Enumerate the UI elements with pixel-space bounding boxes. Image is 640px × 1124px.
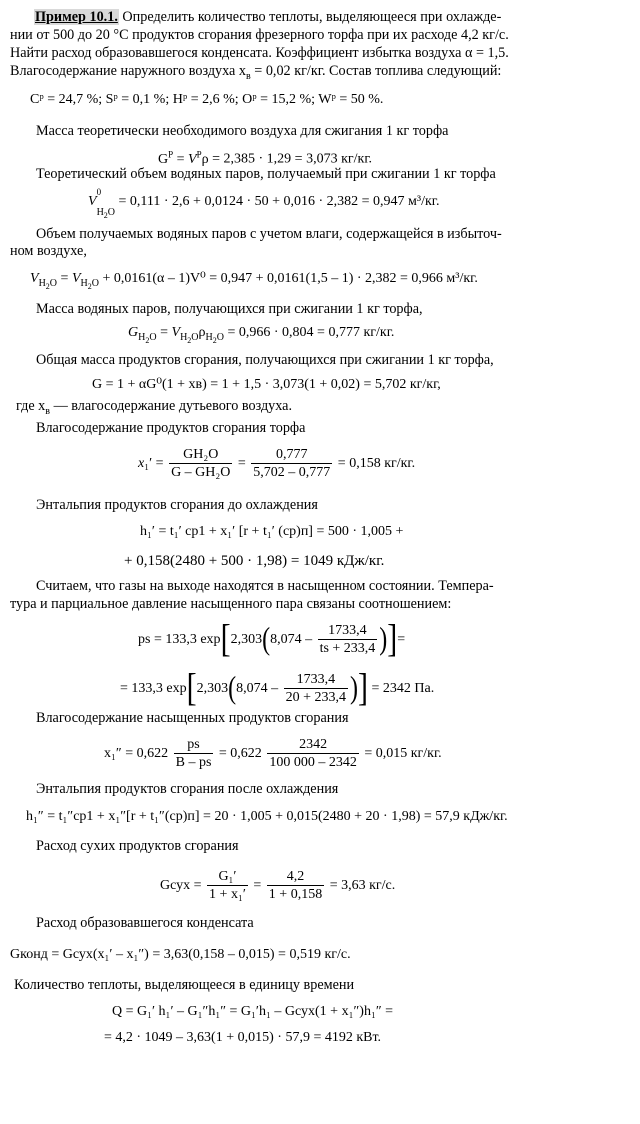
eq-dry-frac2: [267, 868, 324, 904]
text-condensate: Расход образовавшегося конденсата: [36, 915, 254, 931]
example-title: Пример 10.1.: [35, 9, 118, 25]
eq-dry-pre: Gсух =: [160, 878, 202, 894]
sat-frac1-num: ps: [174, 736, 214, 754]
eq-pressure-1-mid: 2,303: [230, 632, 263, 648]
eq-pressure-1: [138, 617, 406, 661]
eq-pressure-2-mid: 2,303: [196, 681, 229, 697]
text-heat-quantity: Количество теплоты, выделяющееся в единицу времени: [14, 977, 355, 993]
eq-enthalpy-before-2: + 0,158(2480 + 500 · 1,98) = 1049 кДж/кг.: [124, 553, 385, 569]
eq-pressure-2-pre: = 133,3 exp: [120, 681, 187, 697]
humidity-end: = 0,02 кг/кг. Состав топлива следующий:: [250, 63, 502, 79]
eq-dry-result: = 3,63 кг/с.: [329, 878, 396, 894]
eq-vapour-volume-rhs: = 0,111 · 2,6 + 0,0124 · 50 + 0,016 · 2,382 = 0,947 м³/кг.: [118, 194, 440, 209]
dry-frac1-num: G₁′: [207, 868, 248, 886]
eq-dry-eq: =: [253, 878, 262, 894]
eq-pressure-1-end: =: [397, 632, 406, 648]
text-saturated-2: тура и парциальное давление насыщенного пара связаны соотношением:: [10, 596, 452, 612]
text-enthalpy-before: Энтальпия продуктов сгорания до охлаждения: [36, 497, 318, 513]
text-vapour-moist-1: Объем получаемых водяных паров с учетом влаги, содержащейся в избыточ-: [36, 226, 502, 242]
eq-vapour-mass-rhs: = 0,966 · 0,804 = 0,777 кг/кг.: [227, 325, 395, 340]
eq-vapour-volume-lhs: V 0 $_{H_2O}$: [88, 187, 116, 220]
eq-air-mass-rhs: = 2,385 · 1,29 = 3,073 кг/кг.: [212, 151, 372, 167]
text-enthalpy-after: Энтальпия продуктов сгорания после охлаждения: [36, 781, 339, 797]
eq-saturated-moisture: [104, 736, 442, 772]
frac2-num: 0,777: [251, 446, 332, 464]
eq-total-mass: G = 1 + αG⁰(1 + xв) = 1 + 1,5 · 3,073(1 + 0,02) = 5,702 кг/кг,: [92, 377, 441, 392]
frac2-den: 5,702 – 0,777: [253, 465, 331, 480]
eq-pressure-2-in: 8,074 –: [236, 681, 279, 697]
eq-pressure-2: [120, 666, 435, 710]
text-vapour-mass: Масса водяных паров, получающихся при сжигании 1 кг торфа,: [36, 301, 423, 317]
example-line-1: [34, 9, 501, 26]
where-end: — влагосодержание дутьевого воздуха.: [50, 398, 293, 414]
where-label: где x: [16, 398, 46, 414]
fuel-composition: Cᵖ = 24,7 %; Sᵖ = 0,1 %; Hᵖ = 2,6 %; Oᵖ = 15,2 %; Wᵖ = 50 %.: [30, 92, 384, 107]
text-vapour-volume: Теоретический объем водяных паров, получаемый при сжигании 1 кг торфа: [36, 166, 496, 182]
eq-condensate: Gконд = Gсух(x₁′ – x₁″) = 3,63(0,158 – 0,015) = 0,519 кг/с.: [10, 947, 351, 962]
eq-vapour-moist: [30, 270, 478, 295]
text-dry-products: Расход сухих продуктов сгорания: [36, 838, 239, 854]
eq-moisture-lhs: x₁′ =: [138, 456, 164, 472]
eq-sat-frac1: [174, 736, 214, 772]
pressure-2-num: 1733,4: [284, 671, 348, 689]
bracket-close-2-icon: ]: [358, 666, 369, 710]
eq-dry-frac1: [207, 868, 248, 904]
text-vapour-moist-2: ном воздухе,: [10, 243, 87, 259]
eq-vapour-mass: [128, 324, 394, 349]
eq-sat-pre: x₁″ = 0,622: [104, 746, 169, 762]
eq-enthalpy-after: h₁″ = t₁″cp1 + x₁″[r + t₁″(cp)п] = 20 · 1,005 + 0,015(2480 + 20 · 1,98) = 57,9 кДж/кг.: [26, 809, 508, 824]
eq-air-mass: [158, 146, 372, 168]
example-line-3: Найти расход образовавшегося конденсата. Коэффициент избытка воздуха α = 1,5.: [10, 45, 509, 61]
sat-frac2-num: 2342: [267, 736, 359, 754]
where-sub: в: [45, 405, 51, 417]
bracket-close-icon: ]: [387, 617, 398, 661]
eq-moisture-eq: =: [237, 456, 246, 472]
eq-heat-2: = 4,2 · 1049 – 3,63(1 + 0,015) · 57,9 = 4192 кВт.: [104, 1030, 382, 1045]
eq-moisture-content: [138, 446, 415, 482]
example-line-2: нии от 500 до 20 °С продуктов сгорания фрезерного торфа при их расходе 4,2 кг/с.: [10, 27, 509, 43]
text-total-mass: Общая масса продуктов сгорания, получающихся при сжигании 1 кг торфа,: [36, 352, 494, 368]
bracket-open-2-icon: [: [186, 666, 197, 710]
eq-pressure-2-end: = 2342 Па.: [371, 681, 435, 697]
text-saturated-1: Считаем, что газы на выходе находятся в насыщенном состоянии. Темпера-: [36, 578, 494, 594]
paren-open-2-icon: (: [228, 672, 237, 706]
pressure-1-num: 1733,4: [318, 622, 378, 640]
eq-vapour-moist-lhs: $V_{H_2O} = V_{H_2O}$: [30, 271, 99, 291]
humidity-sub: в: [245, 70, 251, 82]
eq-vapour-moist-rhs: + 0,0161(α – 1)V⁰ = 0,947 + 0,0161(1,5 – 1) · 2,382 = 0,966 м³/кг.: [102, 271, 478, 286]
sat-frac1-den: B – ps: [175, 755, 212, 770]
pressure-1-den: ts + 233,4: [319, 641, 376, 656]
text-saturated-moisture: Влагосодержание насыщенных продуктов сгорания: [36, 710, 349, 726]
eq-moisture-frac2: [251, 446, 332, 482]
eq-pressure-1-frac: [318, 622, 378, 658]
eq-air-mass-lhs: $G^P = V^P\rho$: [158, 149, 213, 167]
eq-sat-frac2: [267, 736, 359, 772]
text-air-mass: Масса теоретически необходимого воздуха для сжигания 1 кг торфа: [36, 123, 449, 139]
frac1-num: GH₂O: [169, 446, 232, 464]
paren-close-icon: ): [379, 623, 388, 657]
eq-enthalpy-before-1: h₁′ = t₁′ cp1 + x₁′ [r + t₁′ (cp)п] = 500 · 1,005 +: [140, 524, 404, 539]
eq-heat-1: Q = G₁′ h₁′ – G₁″h₁″ = G₁′h₁ – Gсух(1 + x₁″)h₁″ =: [112, 1004, 394, 1019]
paren-close-2-icon: ): [350, 672, 359, 706]
eq-sat-result: = 0,015 кг/кг.: [364, 746, 442, 762]
eq-moisture-frac1: [169, 446, 232, 482]
eq-pressure-1-pre: ps = 133,3 exp: [138, 632, 221, 648]
sat-frac2-den: 100 000 – 2342: [269, 755, 357, 770]
example-line-4: [10, 63, 501, 85]
pressure-2-den: 20 + 233,4: [285, 690, 347, 705]
eq-pressure-1-in: 8,074 –: [270, 632, 313, 648]
eq-sat-mid: = 0,622: [218, 746, 262, 762]
dry-frac1-den: 1 + x₁′: [209, 887, 246, 902]
eq-vapour-mass-lhs: $G_{H_2O} = V_{H_2O}\rho_{H_2O}$: [128, 325, 224, 345]
paren-open-icon: (: [262, 623, 271, 657]
dry-frac2-num: 4,2: [267, 868, 324, 886]
dry-frac2-den: 1 + 0,158: [268, 887, 323, 902]
text-where-xv: [16, 398, 292, 420]
eq-dry-products: [160, 868, 395, 904]
eq-moisture-result: = 0,158 кг/кг.: [337, 456, 416, 472]
frac1-den: G – GH₂O: [171, 465, 231, 480]
text-moisture-content: Влагосодержание продуктов сгорания торфа: [36, 420, 306, 436]
eq-pressure-2-frac: [284, 671, 348, 707]
eq-vapour-volume: [88, 187, 440, 220]
example-text-1: Определить количество теплоты, выделяющееся при охлажде-: [122, 9, 502, 25]
humidity-label: Влагосодержание наружного воздуха x: [10, 63, 246, 79]
bracket-open-icon: [: [220, 617, 231, 661]
